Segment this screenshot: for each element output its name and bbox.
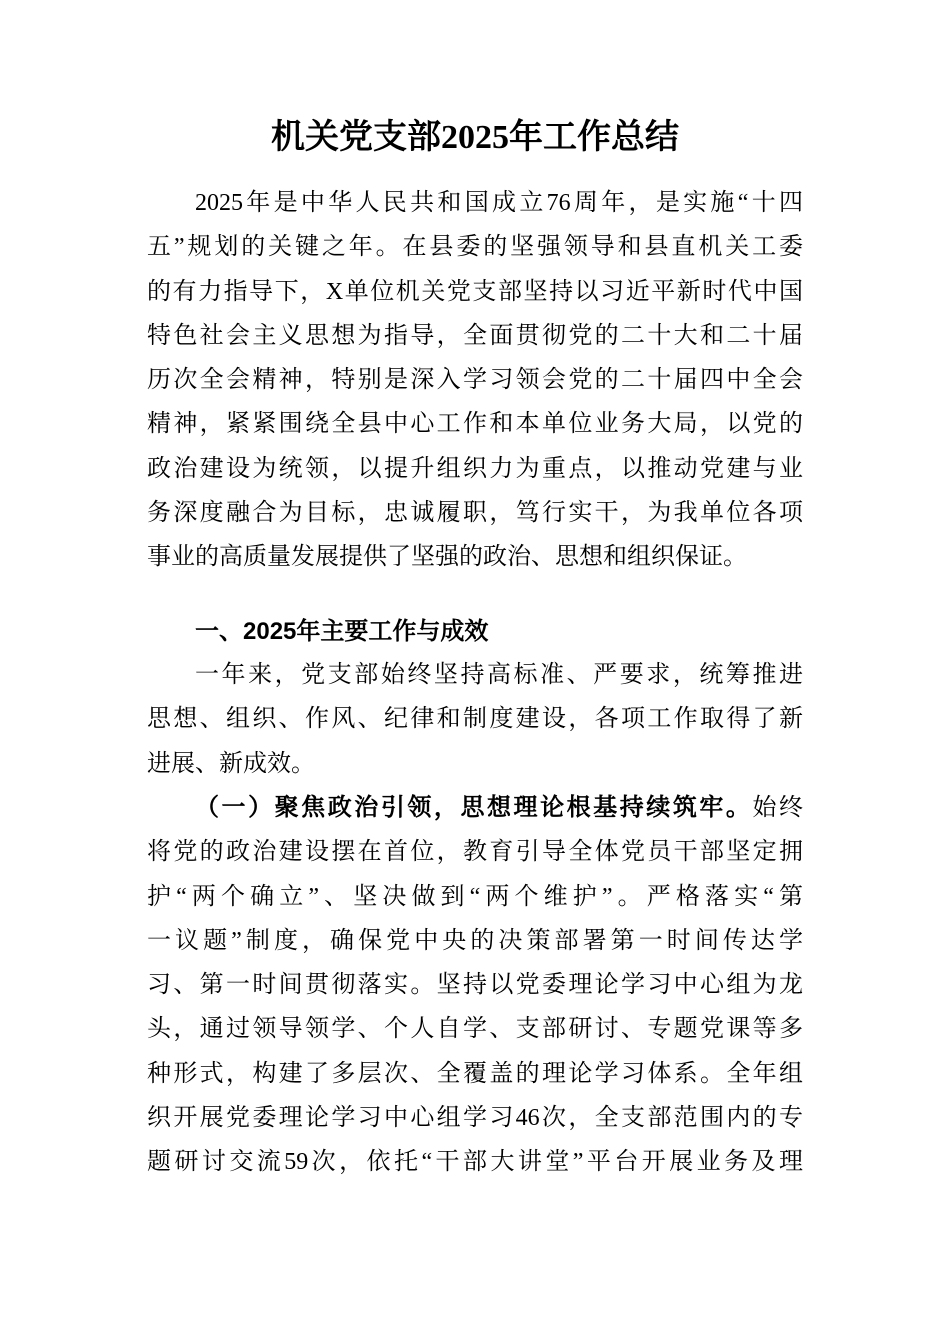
document-title: 机关党支部2025年工作总结 — [271, 119, 679, 156]
text-line: 题研讨交流59次，依托“干部大讲堂”平台开展业务及理 — [147, 1149, 803, 1176]
text-line: 事业的高质量发展提供了坚强的政治、思想和组织保证。 — [147, 544, 747, 571]
paragraph-political-guidance — [147, 786, 803, 1185]
text-line: 政治建设为统领，以提升组织力为重点，以推动党建与业 — [147, 455, 803, 482]
text-line: 特色社会主义思想为指导，全面贯彻党的二十大和二十届 — [147, 322, 803, 349]
text-line: 五”规划的关键之年。在县委的坚强领导和县直机关工委 — [147, 234, 803, 261]
text-line: 一议题”制度，确保党中央的决策部署第一时间传达学 — [147, 927, 803, 954]
text-line: 织开展党委理论学习中心组学习46次，全支部范围内的专 — [147, 1105, 803, 1132]
text-line — [147, 786, 803, 830]
text-line: 头，通过领导领学、个人自学、支部研讨、专题党课等多 — [147, 1016, 803, 1043]
text-line: 务深度融合为目标，忠诚履职，笃行实干，为我单位各项 — [147, 500, 803, 527]
text-line: 思想、组织、作风、纪律和制度建设，各项工作取得了新 — [147, 706, 803, 733]
text-line: 2025年是中华人民共和国成立76周年，是实施“十四 — [195, 190, 803, 216]
text-line: 的有力指导下，X单位机关党支部坚持以习近平新时代中国 — [147, 278, 803, 305]
text-line: 一年来，党支部始终坚持高标准、严要求，统筹推进 — [195, 662, 803, 688]
text-line: 精神，紧紧围绕全县中心工作和本单位业务大局，以党的 — [147, 411, 803, 438]
text-line: 历次全会精神，特别是深入学习领会党的二十届四中全会 — [147, 367, 803, 394]
text-line: 习、第一时间贯彻落实。坚持以党委理论学习中心组为龙 — [147, 972, 803, 999]
paragraph-intro — [147, 181, 803, 580]
text-line: 进展、新成效。 — [147, 750, 315, 777]
paragraph-overview — [147, 653, 803, 786]
section-heading: 一、2025年主要工作与成效 — [195, 618, 489, 645]
text-line: 护“两个确立”、坚决做到“两个维护”。严格落实“第 — [147, 883, 803, 910]
text-line: 种形式，构建了多层次、全覆盖的理论学习体系。全年组 — [147, 1060, 803, 1087]
text-line: 将党的政治建设摆在首位，教育引导全体党员干部坚定拥 — [147, 839, 803, 866]
subsection-heading: （一）聚焦政治引领，思想理论根基持续筑牢。 — [195, 795, 753, 821]
text-fragment: 始终 — [752, 795, 803, 821]
